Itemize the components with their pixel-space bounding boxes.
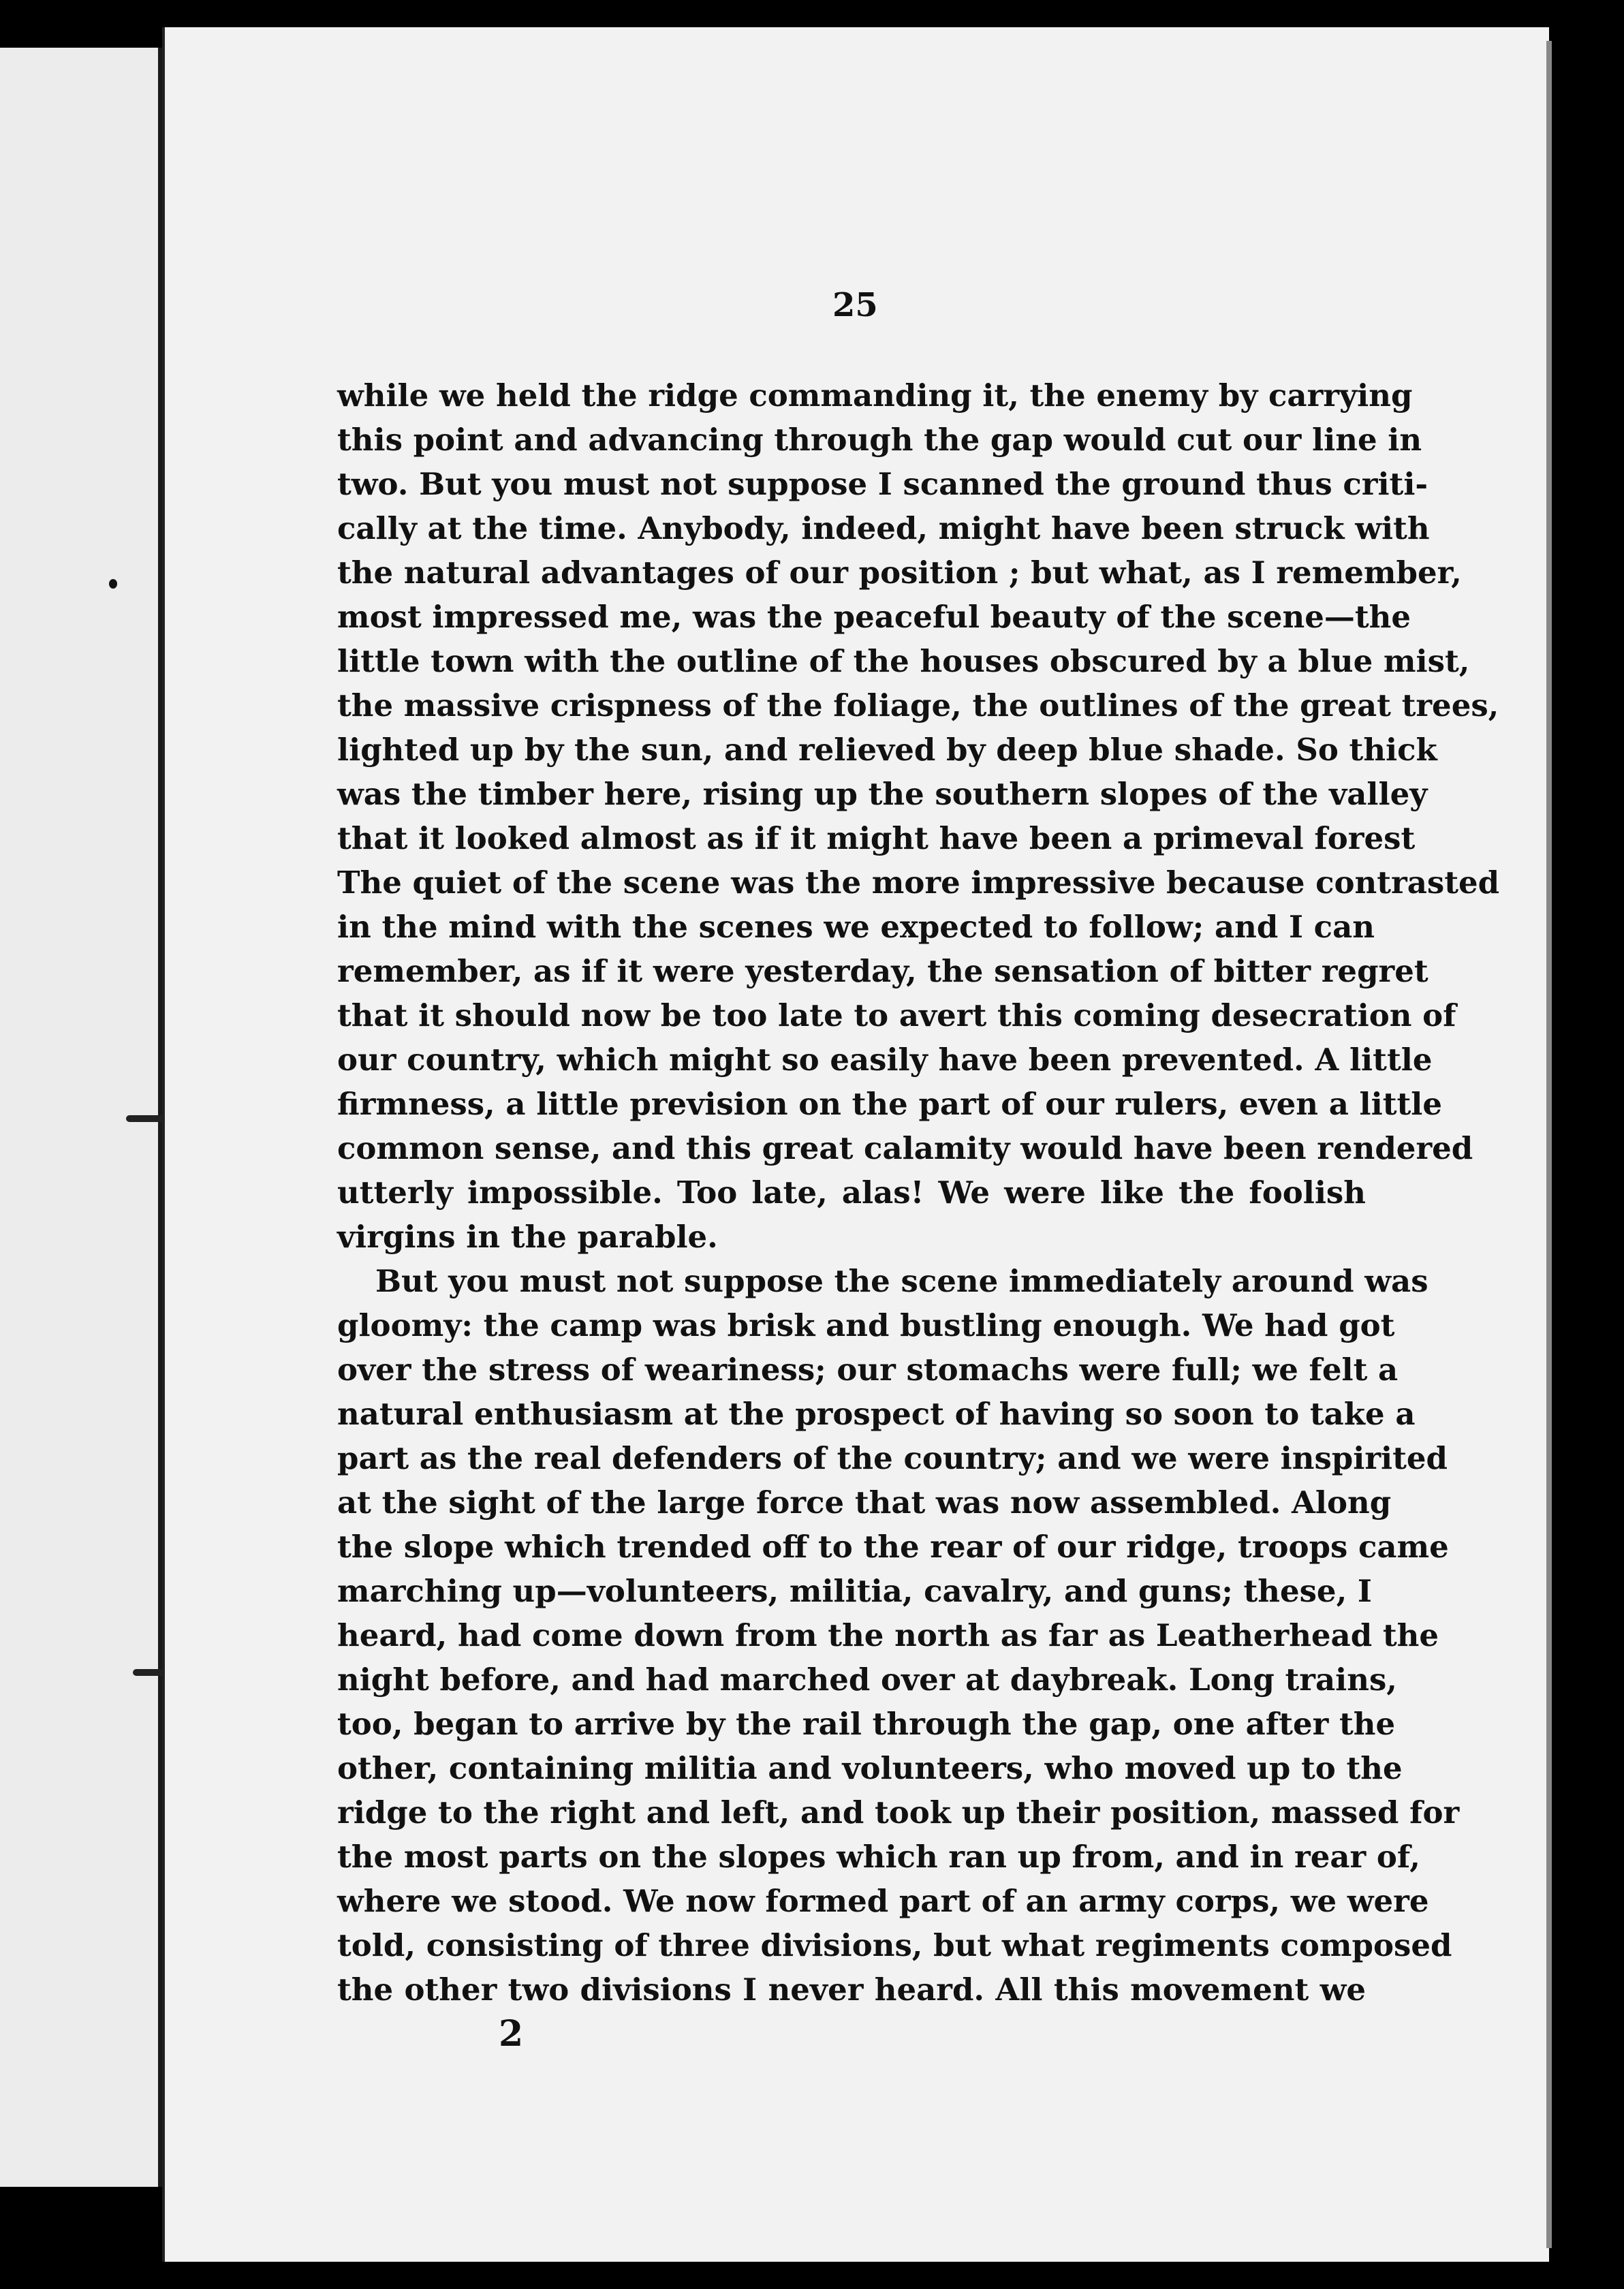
text-line: the massive crispness of the foliage, the outlines of the great trees, bbox=[337, 687, 1499, 723]
text-line: the slope which trended off to the rear of our ridge, troops came bbox=[337, 1529, 1449, 1565]
body-text bbox=[337, 373, 1500, 2012]
text-line: this point and advancing through the gap would cut our line in bbox=[337, 422, 1422, 458]
signature-mark: 2 bbox=[499, 2013, 524, 2055]
text-line: heard, had come down from the north as far as Leatherhead the bbox=[337, 1617, 1439, 1653]
text-line: was the timber here, rising up the southern slopes of the valley bbox=[337, 776, 1428, 812]
text-line: But you must not suppose the scene immediately around was bbox=[375, 1263, 1428, 1299]
text-line: cally at the time. Anybody, indeed, might have been struck with bbox=[337, 510, 1430, 546]
text-line: that it should now be too late to avert this coming desecration of bbox=[337, 997, 1456, 1033]
text-line: two. But you must not suppose I scanned the ground thus criti- bbox=[337, 466, 1428, 502]
text-line: part as the real defenders of the country; and we were inspirited bbox=[337, 1440, 1448, 1476]
text-line: virgins in the parable. bbox=[337, 1219, 718, 1255]
text-line: marching up—volunteers, militia, cavalry, and guns; these, I bbox=[337, 1573, 1372, 1609]
text-line: in the mind with the scenes we expected to follow; and I can bbox=[337, 909, 1375, 945]
text-line: common sense, and this great calamity would have been rendered bbox=[337, 1130, 1473, 1166]
text-line: most impressed me, was the peaceful beauty of the scene—the bbox=[337, 599, 1411, 635]
text-line: other, containing militia and volunteers, who moved up to the bbox=[337, 1750, 1403, 1786]
text-line: too, began to arrive by the rail through the gap, one after the bbox=[337, 1706, 1396, 1742]
text-line: night before, and had marched over at daybreak. Long trains, bbox=[337, 1662, 1397, 1698]
text-line: remember, as if it were yesterday, the sensation of bitter regret bbox=[337, 953, 1428, 989]
text-line: while we held the ridge commanding it, the enemy by carrying bbox=[337, 377, 1413, 414]
page-number: 25 bbox=[832, 286, 878, 324]
text-line: natural enthusiasm at the prospect of having so soon to take a bbox=[337, 1396, 1416, 1432]
text-line: ridge to the right and left, and took up their position, massed for bbox=[337, 1794, 1460, 1831]
text-line: gloomy: the camp was brisk and bustling enough. We had got bbox=[337, 1307, 1395, 1343]
text-line: the other two divisions I never heard. All this movement we bbox=[337, 1972, 1366, 2008]
text-line: where we stood. We now formed part of an army corps, we were bbox=[337, 1883, 1429, 1919]
text-line: lighted up by the sun, and relieved by deep blue shade. So thick bbox=[337, 732, 1437, 768]
text-line: The quiet of the scene was the more impressive because contrasted bbox=[337, 865, 1500, 901]
text-line: over the stress of weariness; our stomachs were full; we felt a bbox=[337, 1352, 1399, 1388]
text-line: utterly impossible. Too late, alas! We were like the foolish bbox=[337, 1174, 1366, 1211]
text-line: firmness, a little prevision on the part of our rulers, even a little bbox=[337, 1086, 1442, 1122]
text-line: that it looked almost as if it might have been a primeval forest bbox=[337, 820, 1416, 856]
text-line: little town with the outline of the houses obscured by a blue mist, bbox=[337, 643, 1470, 679]
text-line: the most parts on the slopes which ran up from, and in rear of, bbox=[337, 1839, 1420, 1875]
text-line: our country, which might so easily have been prevented. A little bbox=[337, 1042, 1433, 1078]
text-line: told, consisting of three divisions, but what regiments composed bbox=[337, 1927, 1452, 1963]
page-edge-shadow bbox=[1546, 41, 1552, 2248]
ink-speck bbox=[109, 579, 117, 589]
text-line: the natural advantages of our position ; but what, as I remember, bbox=[337, 555, 1462, 591]
text-line: at the sight of the large force that was now assembled. Along bbox=[337, 1484, 1392, 1521]
